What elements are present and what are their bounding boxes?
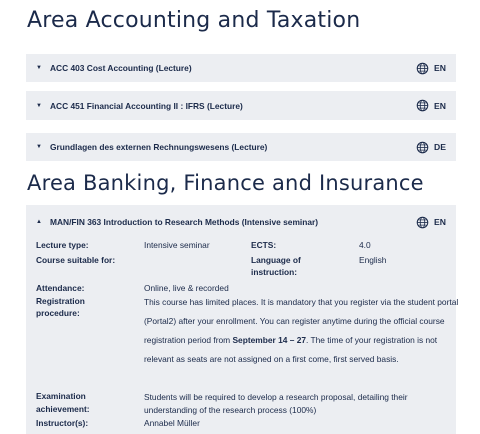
instructor-label: Instructor(s):: [36, 418, 89, 428]
caret-down-icon: ▼: [36, 102, 42, 109]
exam-label-line-1: Examination: [36, 391, 86, 401]
course-language: [416, 62, 446, 75]
registration-dates: September 14 – 27: [232, 335, 307, 345]
course-language: [416, 99, 446, 112]
globe-icon: [416, 216, 429, 229]
language-label-line-2: instruction:: [251, 267, 298, 277]
section-title-banking: Area Banking, Finance and Insurance: [27, 171, 424, 195]
course-title: ACC 451 Financial Accounting II : IFRS (Lecture): [50, 100, 243, 111]
registration-text-part-2: . The time of your registration is not relevant as seats are not assigned on a first come, first served basis.: [144, 335, 438, 364]
language-value: English: [359, 255, 387, 265]
course-row-man-fin-363[interactable]: [26, 205, 456, 239]
section-title-accounting: Area Accounting and Taxation: [27, 8, 361, 33]
caret-down-icon: ▼: [36, 144, 42, 150]
course-language: [416, 141, 446, 154]
globe-icon: [416, 99, 429, 112]
attendance-value: Online, live & recorded: [144, 283, 229, 293]
globe-icon: [416, 141, 429, 154]
course-type-label: Lecture type:: [36, 240, 89, 250]
attendance-label: Attendance:: [36, 283, 85, 293]
course-title: MAN/FIN 363 Introduction to Research Methods (Intensive seminar): [50, 217, 319, 227]
language-label-line-1: Language of: [251, 255, 301, 265]
course-title: ACC 403 Cost Accounting (Lecture): [50, 63, 192, 73]
globe-icon: [416, 62, 429, 75]
registration-text-part-1: This course has limited places. It is mandatory that you register via the student portal (Portal2) after your enrollment. You can register anytime during the official course registration period from: [144, 297, 459, 345]
exam-value: Students will be required to develop a research proposal, detailing their understanding of the research process (100%): [144, 392, 408, 415]
language-code: EN: [434, 100, 446, 111]
registration-text: [144, 293, 460, 369]
course-title: Grundlagen des externen Rechnungswesens (Lecture): [50, 142, 268, 152]
instructor-value: Annabel Müller: [144, 418, 200, 428]
ects-value: 4.0: [359, 240, 371, 250]
caret-down-icon: ▼: [36, 65, 42, 71]
course-type-value: Intensive seminar: [144, 240, 210, 250]
course-row-grundlagen[interactable]: [26, 133, 456, 161]
registration-label-line-2: procedure:: [36, 308, 80, 318]
language-code: EN: [434, 63, 446, 73]
ects-label: ECTS:: [251, 240, 277, 250]
language-code: EN: [434, 217, 446, 227]
exam-label-line-2: achievement:: [36, 404, 90, 414]
course-language: [416, 216, 446, 229]
suitable-label: Course suitable for:: [36, 255, 116, 265]
language-code: DE: [434, 142, 446, 152]
registration-label-line-1: Registration: [36, 296, 85, 306]
caret-up-icon: ▲: [36, 219, 42, 225]
course-row-acc-451[interactable]: [26, 91, 456, 120]
course-row-acc-403[interactable]: [26, 54, 456, 82]
